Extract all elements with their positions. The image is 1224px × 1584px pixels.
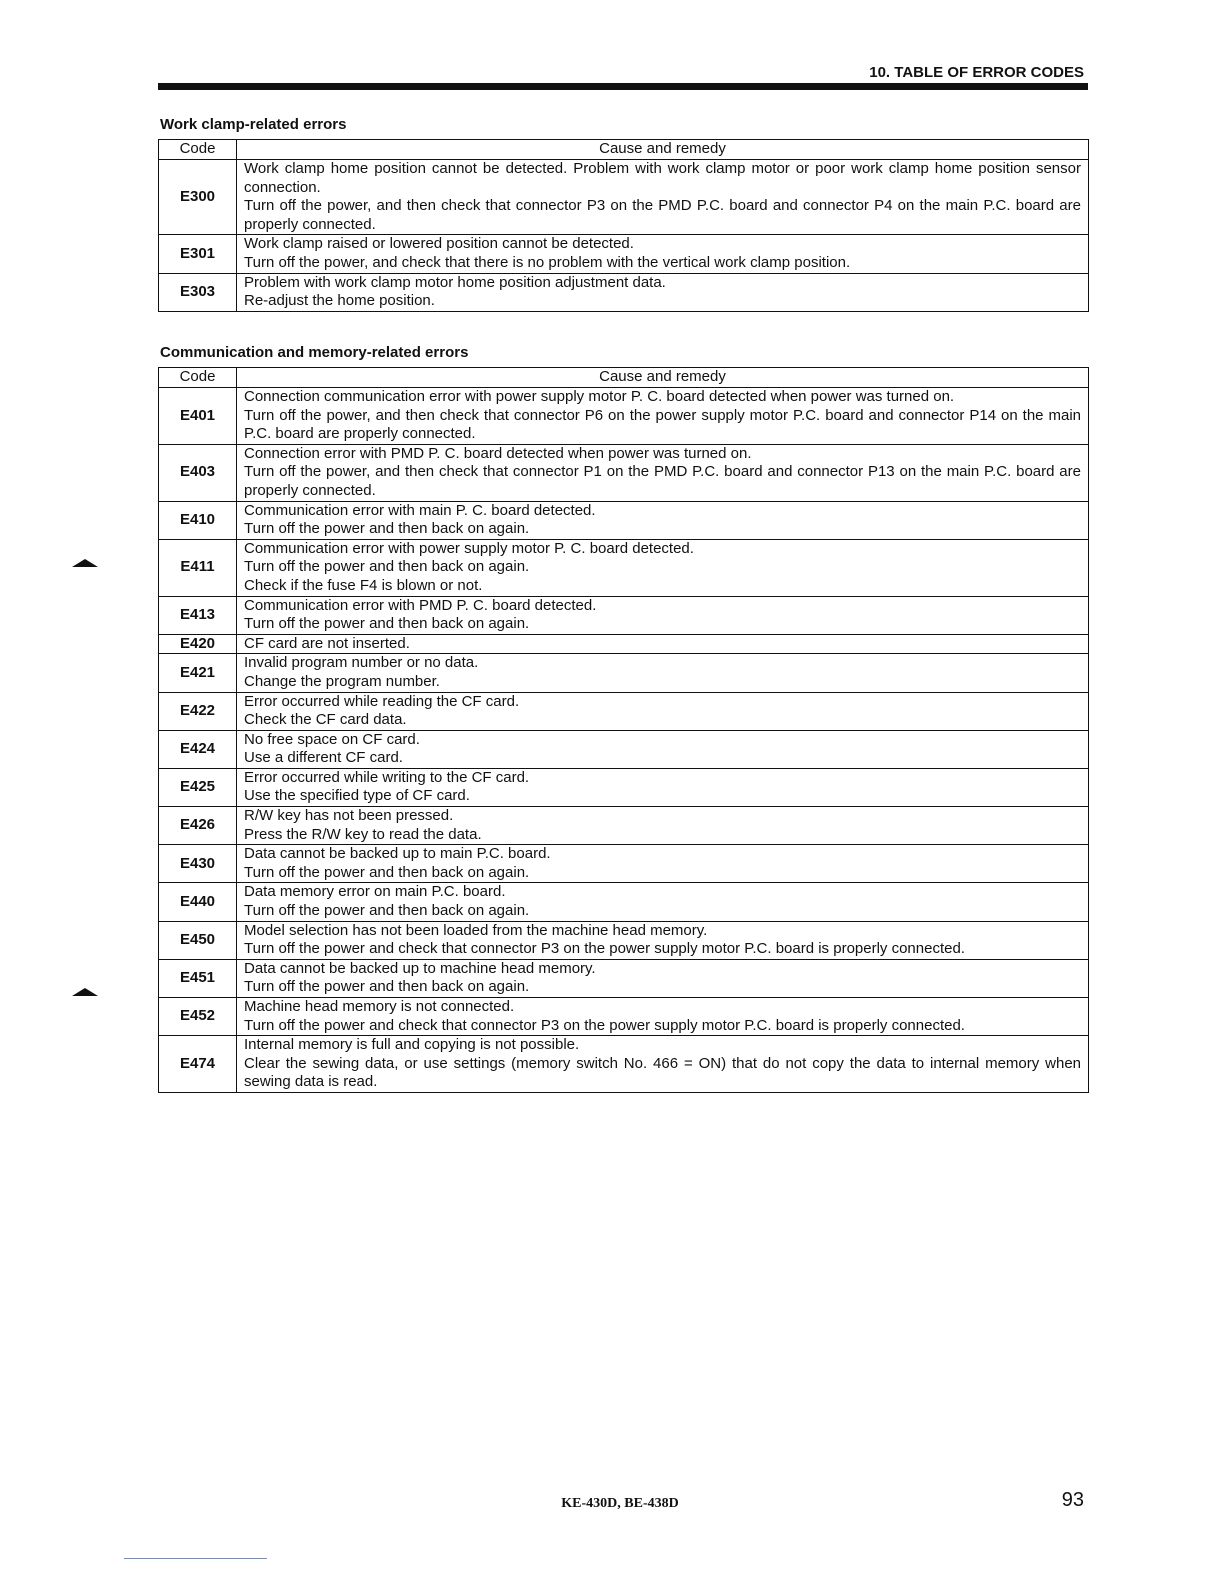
cause-and-remedy — [237, 883, 1089, 921]
error-code: E410 — [159, 501, 237, 539]
error-code: E301 — [159, 235, 237, 273]
error-code: E420 — [159, 634, 237, 654]
cause-and-remedy — [237, 539, 1089, 596]
error-code: E451 — [159, 959, 237, 997]
footer-model-name: KE-430D, BE-438D — [561, 1496, 679, 1511]
cause-and-remedy — [237, 654, 1089, 692]
communication-error-table — [158, 367, 1089, 1093]
cause-line: Model selection has not been loaded from the machine head memory. — [244, 921, 708, 939]
error-code: E422 — [159, 692, 237, 730]
table-row — [159, 768, 1089, 806]
cause-line: Use a different CF card. — [244, 749, 403, 767]
cause-line: Turn off the power and then back on again. — [244, 902, 530, 920]
cause-line: Connection error with PMD P. C. board detected when power was turned on. — [244, 444, 752, 462]
error-code: E424 — [159, 730, 237, 768]
table-row — [159, 388, 1089, 445]
error-code: E474 — [159, 1036, 237, 1093]
cause-line: Internal memory is full and copying is not possible. — [244, 1036, 580, 1054]
cause-line: Data cannot be backed up to main P.C. board. — [244, 845, 551, 863]
error-code: E411 — [159, 539, 237, 596]
table-row — [159, 883, 1089, 921]
error-code: E421 — [159, 654, 237, 692]
table-row — [159, 235, 1089, 273]
table-row — [159, 921, 1089, 959]
table-row — [159, 845, 1089, 883]
cause-column-header: Cause and remedy — [237, 368, 1089, 388]
cause-and-remedy — [237, 596, 1089, 634]
cause-and-remedy — [237, 921, 1089, 959]
table-row — [159, 959, 1089, 997]
table-row — [159, 501, 1089, 539]
table-row — [159, 1036, 1089, 1093]
margin-mark — [72, 988, 98, 996]
cause-line: Change the program number. — [244, 672, 440, 690]
page-number: 93 — [1061, 1489, 1084, 1511]
table-row — [159, 596, 1089, 634]
cause-line: Turn off the power, and check that there is no problem with the vertical work clamp position. — [244, 253, 851, 271]
table-row — [159, 634, 1089, 654]
scan-underline — [124, 1558, 267, 1559]
table-row — [159, 444, 1089, 501]
cause-and-remedy — [237, 845, 1089, 883]
cause-line: Work clamp home position cannot be detected. Problem with work clamp motor or poor work clamp home position sensor connection. — [244, 160, 1081, 196]
cause-and-remedy — [237, 959, 1089, 997]
cause-and-remedy — [237, 634, 1089, 654]
error-code: E452 — [159, 998, 237, 1036]
cause-line: Data cannot be backed up to machine head memory. — [244, 959, 596, 977]
cause-line: Turn off the power, and then check that connector P3 on the PMD P.C. board and connector P4 on the main P.C. board are properly connected. — [244, 197, 1081, 233]
margin-mark — [72, 559, 98, 567]
table-row — [159, 273, 1089, 311]
cause-line: Machine head memory is not connected. — [244, 998, 515, 1015]
cause-line: Turn off the power and check that connector P3 on the power supply motor P.C. board is properly connected. — [244, 1016, 965, 1034]
cause-line: Turn off the power and then back on again. — [244, 558, 530, 576]
table-header-row — [159, 140, 1089, 160]
cause-line: Turn off the power and then back on again. — [244, 978, 530, 996]
cause-line: Problem with work clamp motor home position adjustment data. — [244, 273, 666, 291]
table-row — [159, 654, 1089, 692]
cause-line: Invalid program number or no data. — [244, 654, 479, 672]
work-clamp-section-title: Work clamp-related errors — [160, 116, 347, 133]
cause-and-remedy — [237, 807, 1089, 845]
table-row — [159, 730, 1089, 768]
cause-line: Work clamp raised or lowered position cannot be detected. — [244, 235, 634, 253]
cause-and-remedy — [237, 388, 1089, 445]
error-code: E440 — [159, 883, 237, 921]
cause-line: Data memory error on main P.C. board. — [244, 883, 506, 901]
cause-and-remedy — [237, 160, 1089, 235]
error-code: E401 — [159, 388, 237, 445]
cause-and-remedy — [237, 730, 1089, 768]
cause-and-remedy — [237, 998, 1089, 1036]
error-code: E413 — [159, 596, 237, 634]
communication-section-title: Communication and memory-related errors — [160, 344, 469, 361]
cause-line: Communication error with power supply motor P. C. board detected. — [244, 539, 694, 557]
error-code: E426 — [159, 807, 237, 845]
cause-line: Error occurred while writing to the CF card. — [244, 768, 530, 786]
cause-line: Check the CF card data. — [244, 711, 407, 729]
cause-and-remedy — [237, 768, 1089, 806]
table-row — [159, 539, 1089, 596]
cause-and-remedy — [237, 444, 1089, 501]
table-row — [159, 807, 1089, 845]
cause-line: R/W key has not been pressed. — [244, 807, 454, 825]
cause-line: Press the R/W key to read the data. — [244, 825, 482, 843]
header-rule — [158, 83, 1088, 90]
cause-and-remedy — [237, 1036, 1089, 1093]
cause-line: Clear the sewing data, or use settings (memory switch No. 466 = ON) that do not copy the data to internal memory when sewing data is read. — [244, 1054, 1081, 1091]
work-clamp-error-table — [158, 139, 1089, 312]
table-row — [159, 692, 1089, 730]
cause-line: Communication error with main P. C. board detected. — [244, 501, 596, 519]
error-code: E430 — [159, 845, 237, 883]
cause-line: Turn off the power and then back on again. — [244, 520, 530, 538]
table-row — [159, 160, 1089, 235]
cause-and-remedy — [237, 235, 1089, 273]
cause-line: Check if the fuse F4 is blown or not. — [244, 576, 483, 594]
error-code: E303 — [159, 273, 237, 311]
code-column-header: Code — [159, 140, 237, 160]
cause-line: CF card are not inserted. — [244, 634, 410, 652]
error-code: E300 — [159, 160, 237, 235]
error-code: E450 — [159, 921, 237, 959]
cause-line: Connection communication error with power supply motor P. C. board detected when power was turned on. — [244, 388, 955, 405]
cause-line: Turn off the power and check that connector P3 on the power supply motor P.C. board is properly connected. — [244, 940, 965, 958]
cause-line: Turn off the power, and then check that connector P1 on the PMD P.C. board and connector P13 on the main P.C. board are properly connected. — [244, 463, 1081, 499]
page-header-title: 10. TABLE OF ERROR CODES — [869, 64, 1084, 81]
table-header-row — [159, 368, 1089, 388]
cause-line: Communication error with PMD P. C. board detected. — [244, 596, 597, 614]
table-row — [159, 998, 1089, 1036]
cause-and-remedy — [237, 273, 1089, 311]
cause-line: Turn off the power, and then check that connector P6 on the power supply motor P.C. board and connector P14 on the main P.C. board are properly connected. — [244, 406, 1081, 443]
code-column-header: Code — [159, 368, 237, 388]
cause-column-header: Cause and remedy — [237, 140, 1089, 160]
cause-line: Turn off the power and then back on again. — [244, 615, 530, 633]
cause-and-remedy — [237, 501, 1089, 539]
cause-line: Re-adjust the home position. — [244, 292, 435, 310]
cause-line: Turn off the power and then back on again. — [244, 863, 530, 881]
cause-line: Use the specified type of CF card. — [244, 787, 470, 805]
error-code: E425 — [159, 768, 237, 806]
cause-line: Error occurred while reading the CF card. — [244, 692, 520, 710]
cause-and-remedy — [237, 692, 1089, 730]
cause-line: No free space on CF card. — [244, 730, 420, 748]
error-code: E403 — [159, 444, 237, 501]
